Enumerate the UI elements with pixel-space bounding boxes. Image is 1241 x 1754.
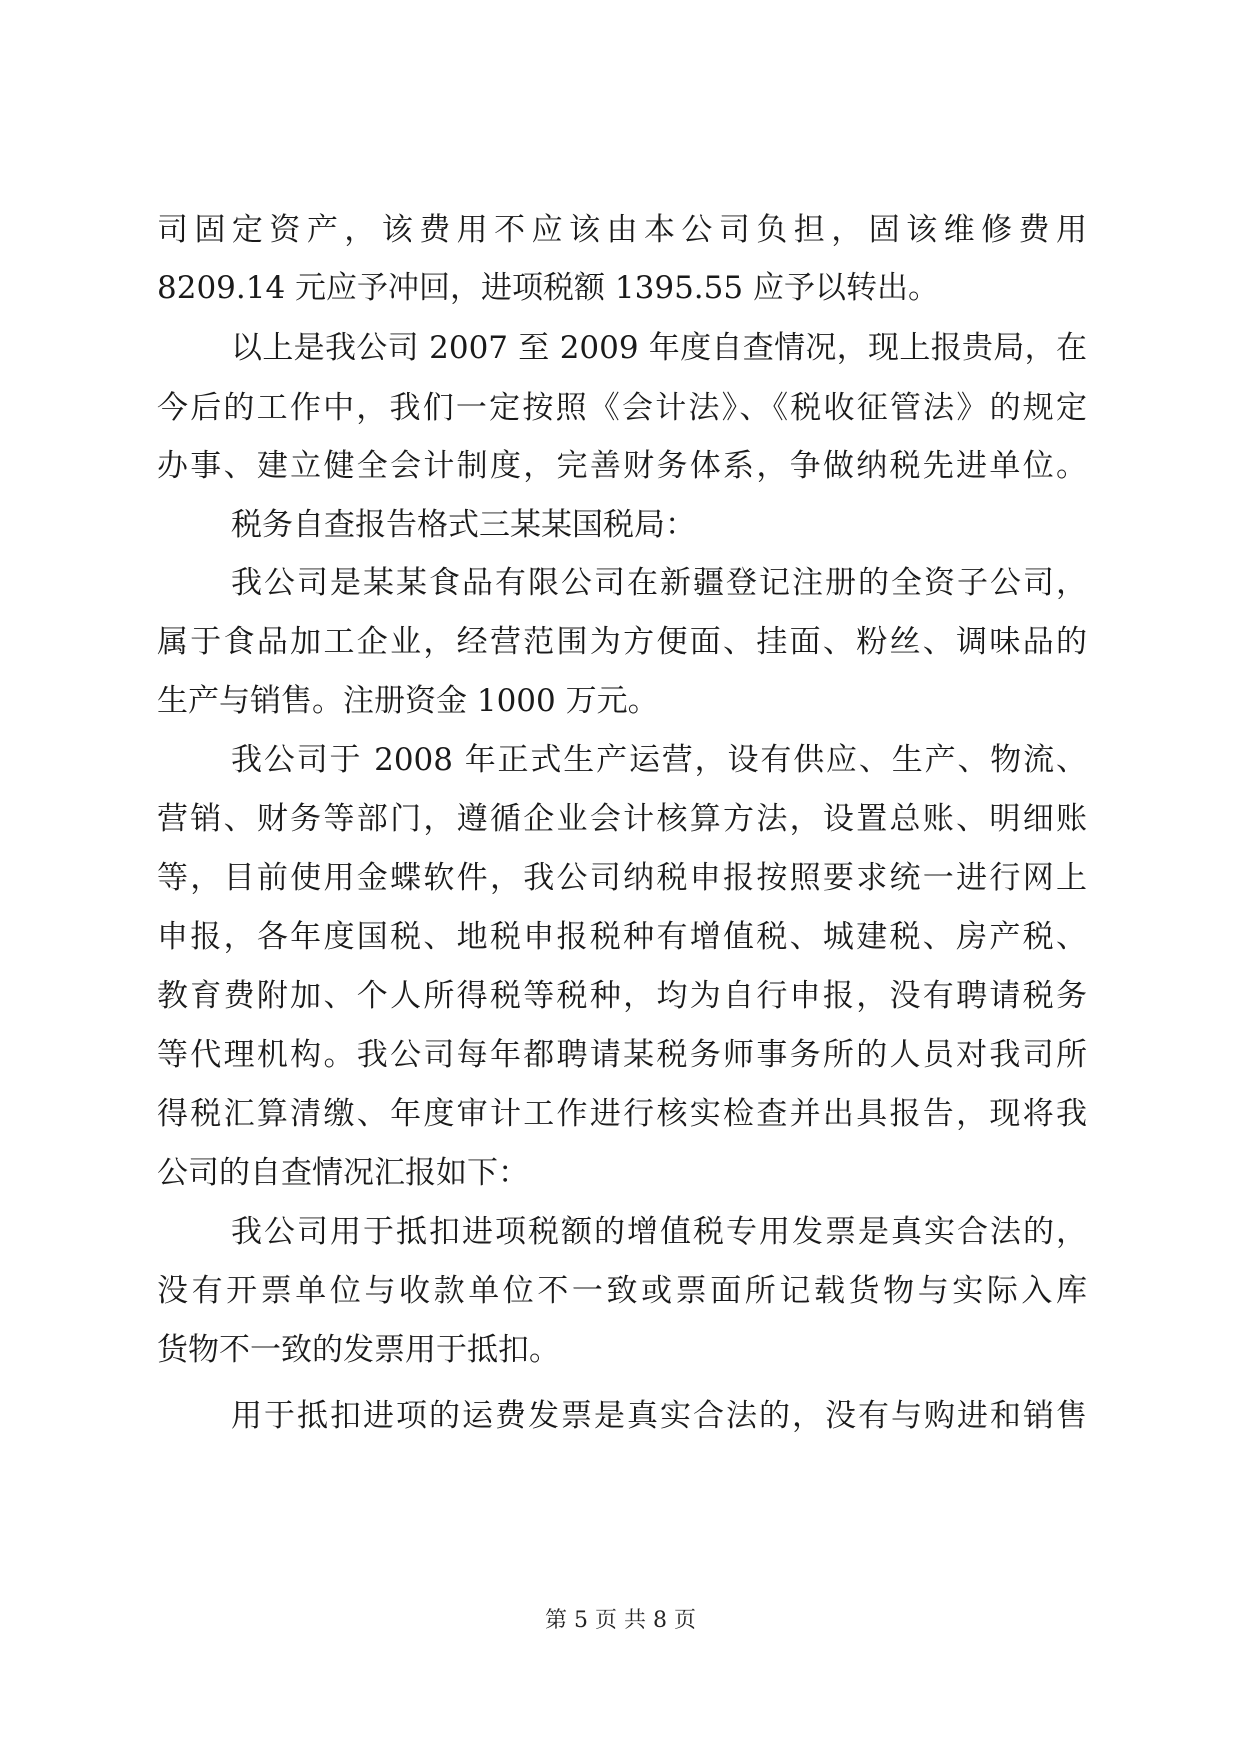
text-line: 教育费附加、个人所得税等税种，均为自行申报，没有聘请税务 xyxy=(157,978,1087,1014)
text-line: 属于食品加工企业，经营范围为方便面、挂面、粉丝、调味品的 xyxy=(157,624,1087,660)
page-number-footer: 第 5 页 共 8 页 xyxy=(545,1608,696,1633)
text-line: 公司的自查情况汇报如下： xyxy=(157,1155,529,1191)
text-line: 得税汇算清缴、年度审计工作进行核实检查并出具报告，现将我 xyxy=(157,1096,1087,1132)
text-line: 司固定资产，该费用不应该由本公司负担，固该维修费用 xyxy=(157,212,1087,248)
text-line: 等代理机构。我公司每年都聘请某税务师事务所的人员对我司所 xyxy=(157,1037,1087,1073)
text-line: 我公司于 2008 年正式生产运营，设有供应、生产、物流、 xyxy=(231,742,1087,778)
text-line: 今后的工作中，我们一定按照《会计法》、《税收征管法》的规定 xyxy=(157,390,1087,426)
text-line: 税务自查报告格式三某某国税局： xyxy=(231,507,696,543)
text-line: 申报，各年度国税、地税申报税种有增值税、城建税、房产税、 xyxy=(157,919,1087,955)
text-line: 生产与销售。注册资金 1000 万元。 xyxy=(157,683,659,719)
text-line: 货物不一致的发票用于抵扣。 xyxy=(157,1332,560,1368)
text-line: 用于抵扣进项的运费发票是真实合法的，没有与购进和销售 xyxy=(231,1398,1087,1434)
text-line: 等，目前使用金蝶软件，我公司纳税申报按照要求统一进行网上 xyxy=(157,860,1087,896)
text-line: 办事、建立健全会计制度，完善财务体系，争做纳税先进单位。 xyxy=(157,448,1087,484)
text-line: 以上是我公司 2007 至 2009 年度自查情况，现上报贵局，在 xyxy=(231,330,1087,366)
text-line: 营销、财务等部门，遵循企业会计核算方法，设置总账、明细账 xyxy=(157,801,1087,837)
text-line: 我公司用于抵扣进项税额的增值税专用发票是真实合法的， xyxy=(231,1214,1087,1250)
text-line: 没有开票单位与收款单位不一致或票面所记载货物与实际入库 xyxy=(157,1273,1087,1309)
text-line: 我公司是某某食品有限公司在新疆登记注册的全资子公司， xyxy=(231,565,1087,601)
text-line: 8209.14 元应予冲回，进项税额 1395.55 应予以转出。 xyxy=(157,270,939,306)
